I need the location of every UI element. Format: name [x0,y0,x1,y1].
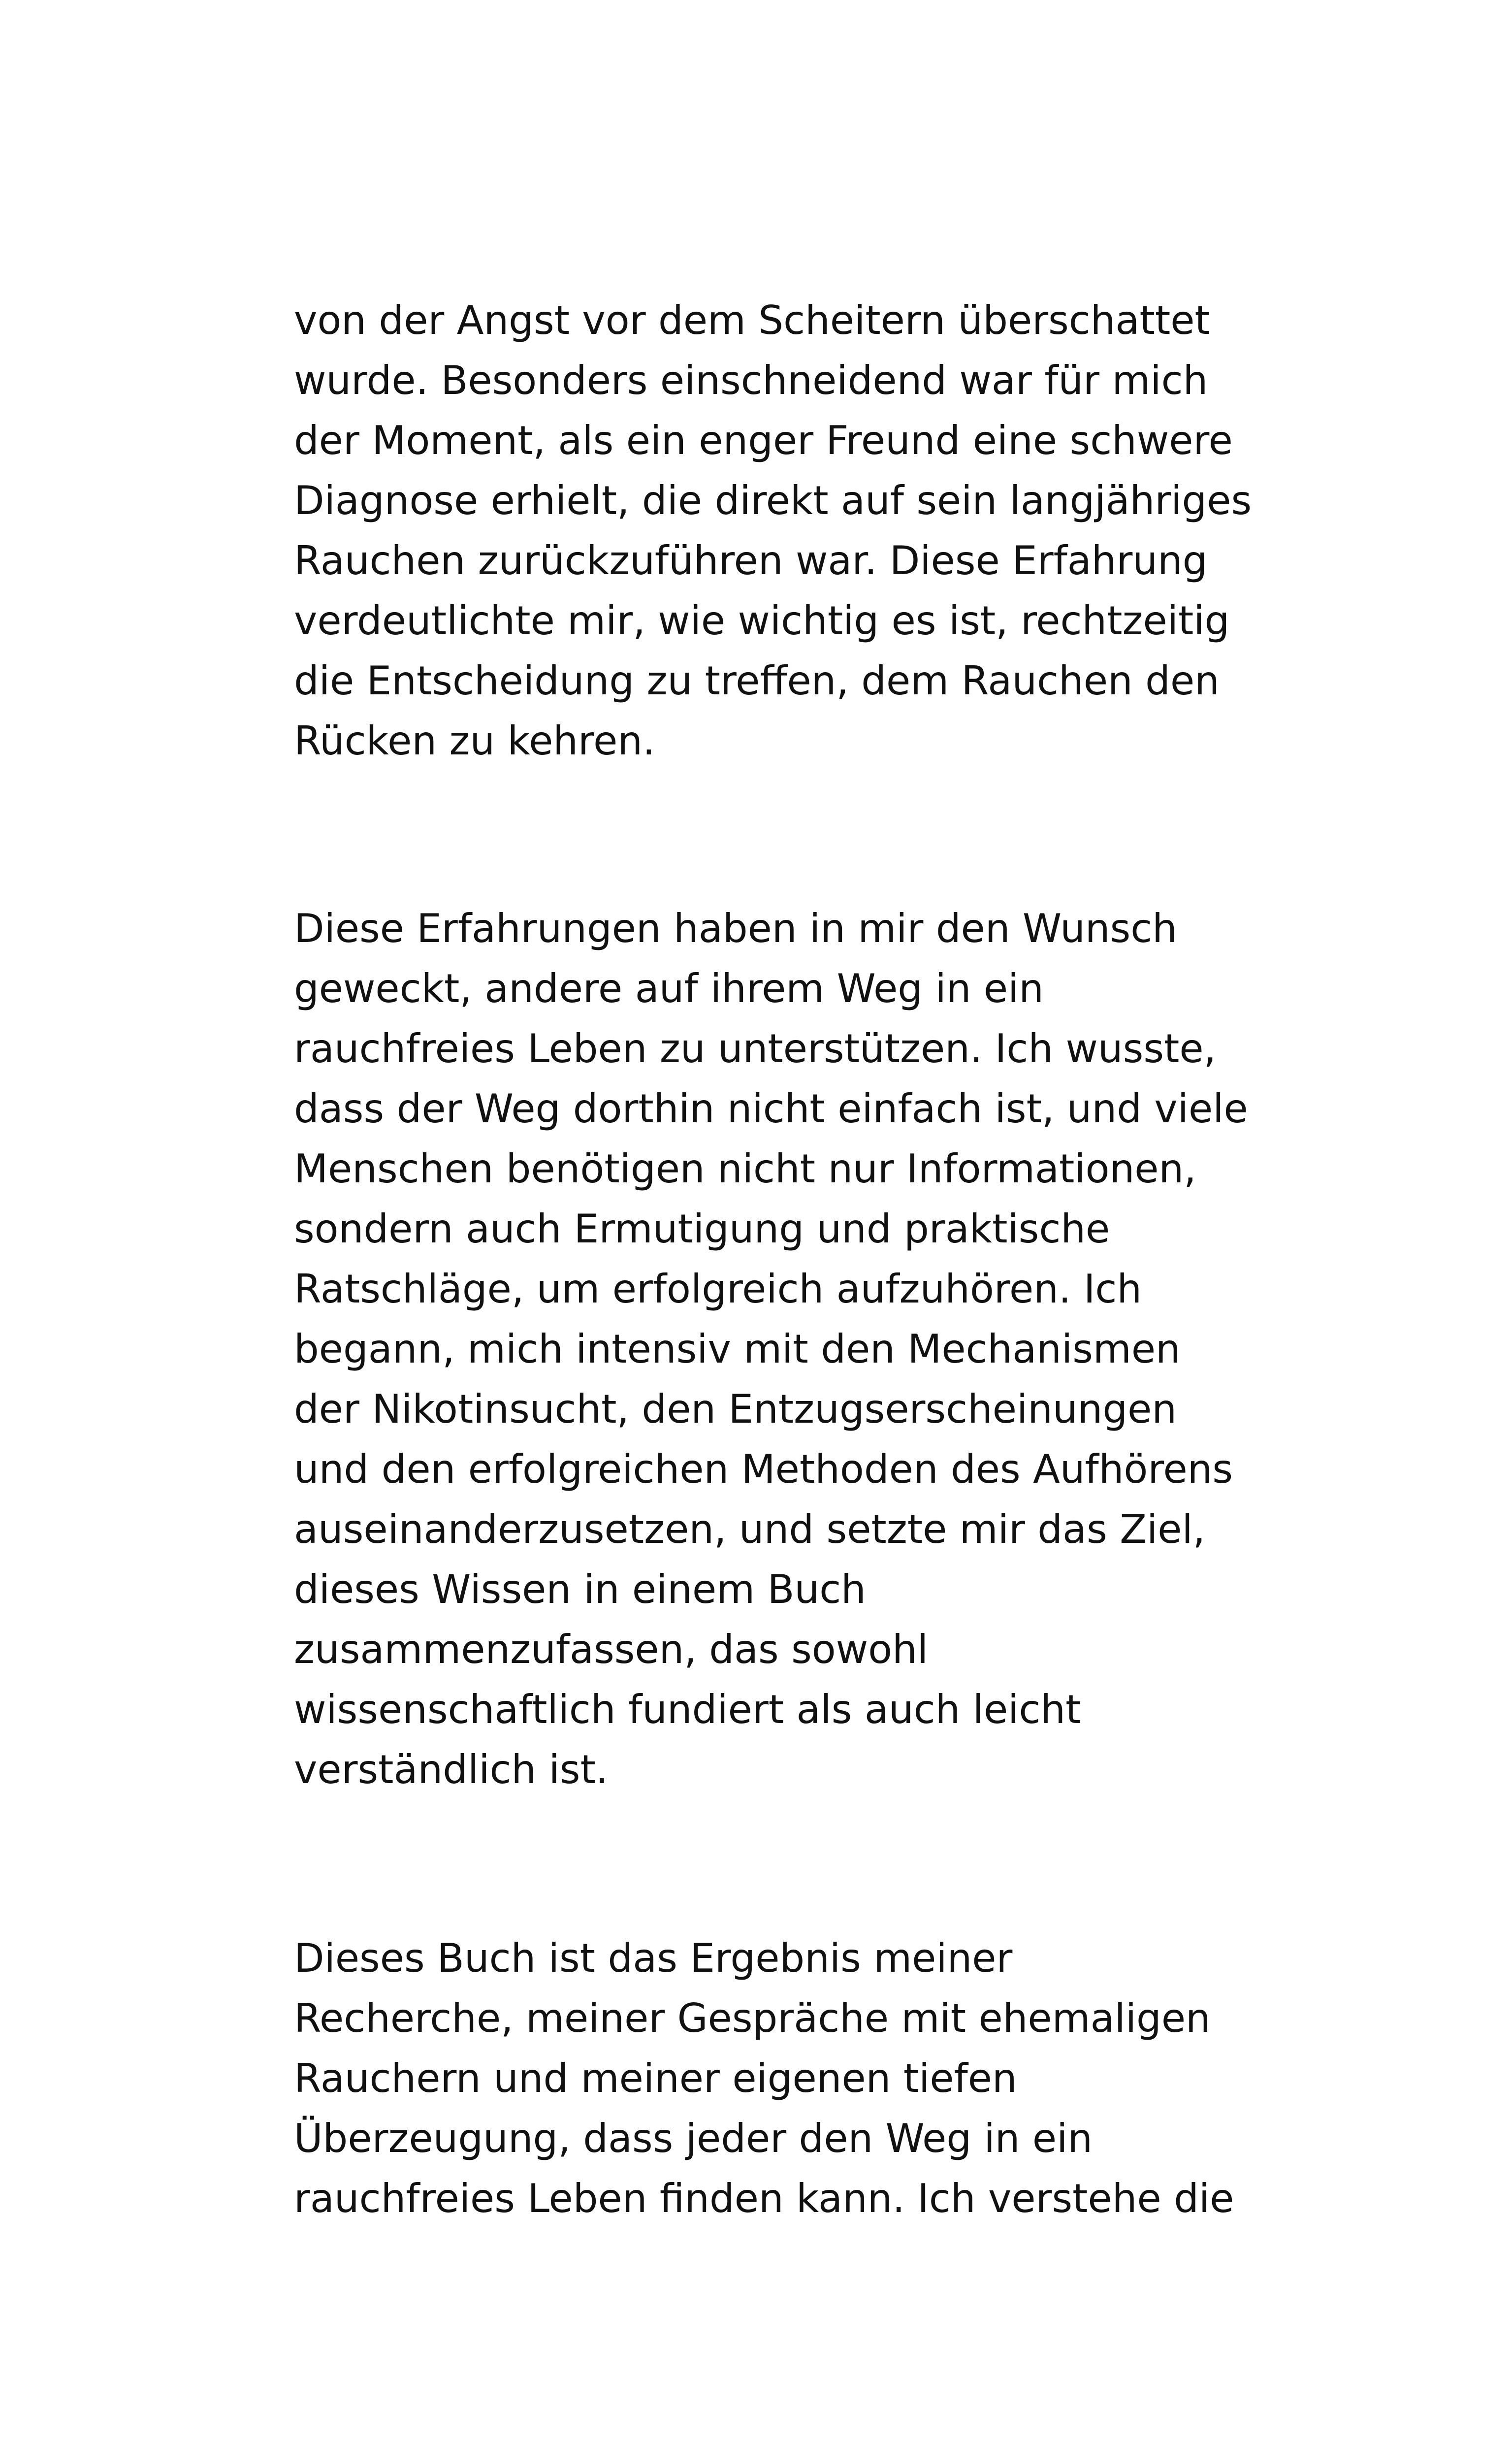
text-line: verdeutlichte mir, wie wichtig es ist, rechtzeitig [294,598,1230,644]
text-line: Menschen benötigen nicht nur Informationen, [294,1146,1196,1192]
text-line: zusammenzufassen, das sowohl [294,1627,929,1672]
text-line: Diese Erfahrungen haben in mir den Wunsch [294,906,1177,951]
paragraph-3 [294,1928,1279,2229]
text-line: auseinanderzusetzen, und setzte mir das Ziel, [294,1506,1206,1552]
text-line: Rauchern und meiner eigenen tiefen [294,2055,1017,2101]
text-line: geweckt, andere auf ihrem Weg in ein [294,966,1044,1011]
text-line: Diagnose erhielt, die direkt auf sein langjähriges [294,478,1252,523]
text-line: dieses Wissen in einem Buch [294,1566,866,1612]
text-line: rauchfreies Leben zu unterstützen. Ich wusste, [294,1026,1217,1072]
text-line: und den erfolgreichen Methoden des Aufhörens [294,1446,1233,1492]
paragraph-1 [294,291,1279,771]
text-line: dass der Weg dorthin nicht einfach ist, und viele [294,1086,1248,1132]
text-line: verständlich ist. [294,1747,609,1792]
text-line: Dieses Buch ist das Ergebnis meiner [294,1935,1013,1981]
text-line: von der Angst vor dem Scheitern überschattet [294,297,1210,343]
text-line: begann, mich intensiv mit den Mechanismen [294,1326,1181,1372]
text-line: wurde. Besonders einschneidend war für mich [294,358,1208,403]
text-line: der Moment, als ein enger Freund eine schwere [294,418,1233,463]
text-line: die Entscheidung zu treffen, dem Rauchen den [294,658,1220,704]
text-line: Recherche, meiner Gespräche mit ehemaligen [294,1995,1211,2041]
text-line: sondern auch Ermutigung und praktische [294,1206,1110,1252]
text-line: Rauchen zurückzuführen war. Diese Erfahrung [294,538,1208,584]
text-line: Ratschläge, um erfolgreich aufzuhören. Ich [294,1266,1142,1312]
paragraph-2 [294,899,1279,1800]
text-line: der Nikotinsucht, den Entzugserscheinungen [294,1386,1177,1432]
text-line: rauchfreies Leben finden kann. Ich verstehe die [294,2176,1234,2221]
text-line: Rücken zu kehren. [294,718,655,764]
text-line: wissenschaftlich fundiert als auch leicht [294,1687,1081,1732]
text-line: Überzeugung, dass jeder den Weg in ein [294,2116,1093,2161]
